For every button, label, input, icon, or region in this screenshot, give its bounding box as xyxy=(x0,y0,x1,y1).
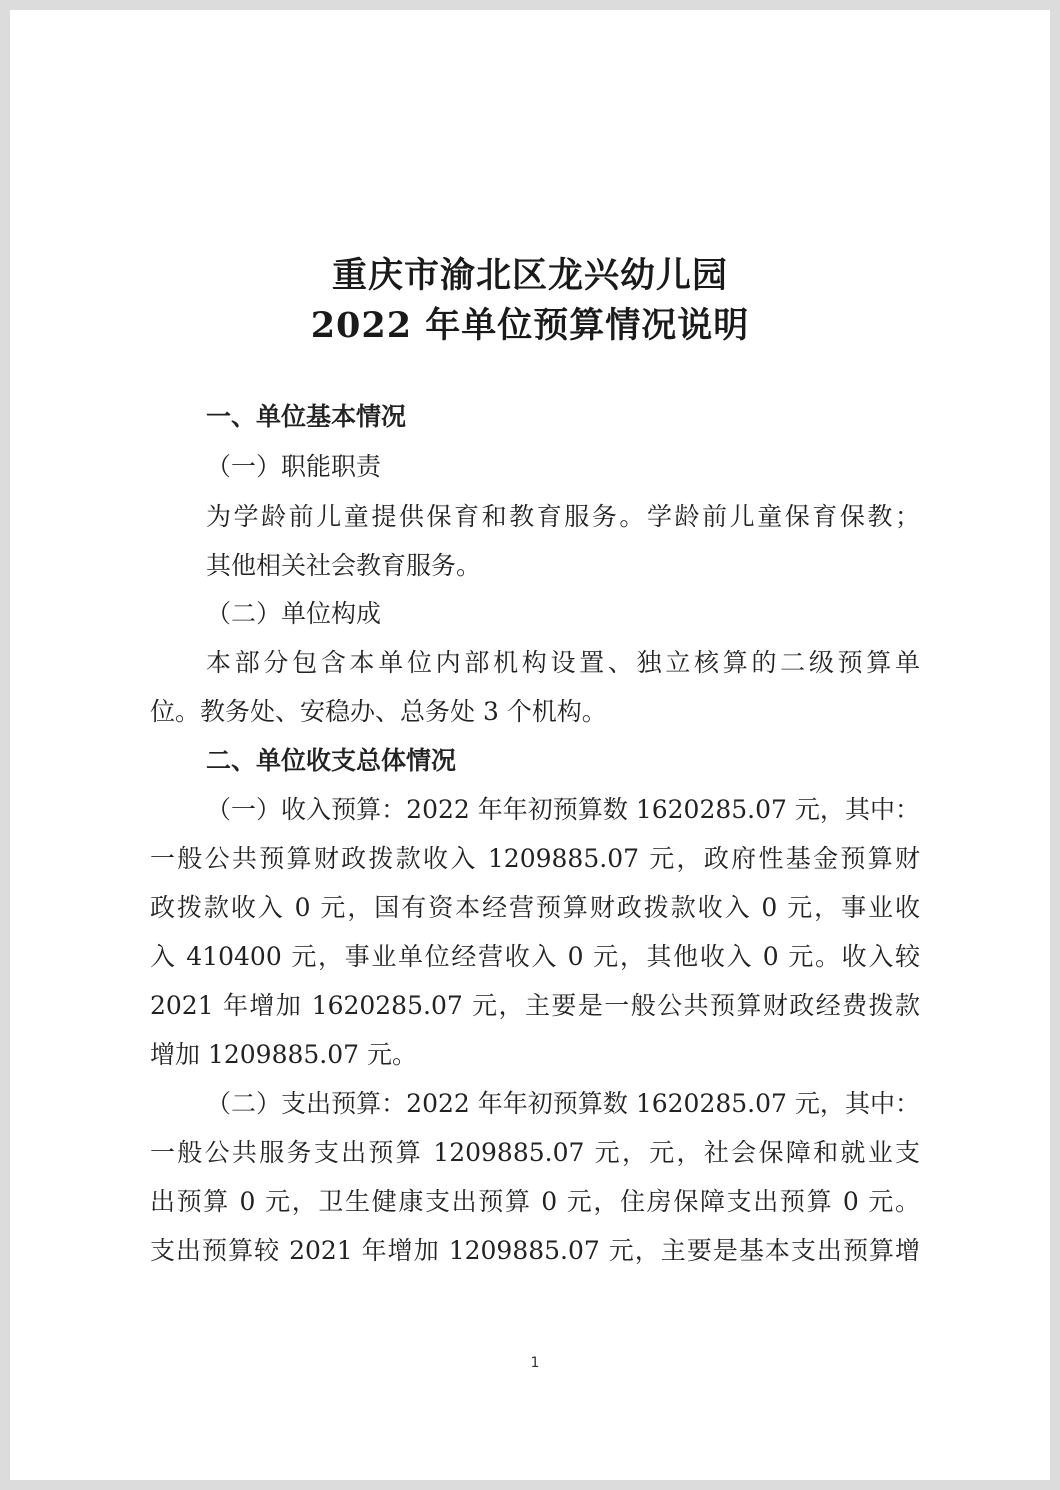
paragraph-line: 支出预算较 2021 年增加 1209885.07 元，主要是基本支出预算增 xyxy=(150,1236,920,1265)
paragraph-line: 其他相关社会教育服务。 xyxy=(206,551,482,580)
paragraph-line: （一）收入预算：2022 年年初预算数 1620285.07 元，其中： xyxy=(206,795,920,824)
subheading-composition: （二）单位构成 xyxy=(206,599,382,628)
paragraph-line: 政拨款收入 0 元，国有资本经营预算财政拨款收入 0 元，事业收 xyxy=(150,893,920,922)
paragraph-line: 2021 年增加 1620285.07 元，主要是一般公共预算财政经费拨款 xyxy=(150,991,920,1020)
section-heading-basic-info: 一、单位基本情况 xyxy=(206,402,407,431)
paragraph-line: 位。教务处、安稳办、总务处 3 个机构。 xyxy=(150,697,607,726)
paragraph-line: （二）支出预算：2022 年年初预算数 1620285.07 元，其中： xyxy=(206,1089,920,1118)
paragraph-line: 一般公共预算财政拨款收入 1209885.07 元，政府性基金预算财 xyxy=(150,844,920,873)
paragraph-line: 增加 1209885.07 元。 xyxy=(150,1040,417,1069)
paragraph-line: 为学龄前儿童提供保育和教育服务。学龄前儿童保育保教； xyxy=(206,502,920,531)
section-heading-budget-overview: 二、单位收支总体情况 xyxy=(206,746,457,775)
paragraph-line: 一般公共服务支出预算 1209885.07 元，元，社会保障和就业支 xyxy=(150,1138,920,1167)
subheading-functions: （一）职能职责 xyxy=(206,452,382,481)
page-number: 1 xyxy=(530,1355,540,1371)
paragraph-line: 入 410400 元，事业单位经营收入 0 元，其他收入 0 元。收入较 xyxy=(150,942,920,971)
paragraph-line: 本部分包含本单位内部机构设置、独立核算的二级预算单 xyxy=(206,648,920,677)
document-title-line2: 2022 年单位预算情况说明 xyxy=(310,305,750,346)
document-title-line1: 重庆市渝北区龙兴幼儿园 xyxy=(331,255,728,296)
paragraph-line: 出预算 0 元，卫生健康支出预算 0 元，住房保障支出预算 0 元。 xyxy=(150,1187,920,1216)
